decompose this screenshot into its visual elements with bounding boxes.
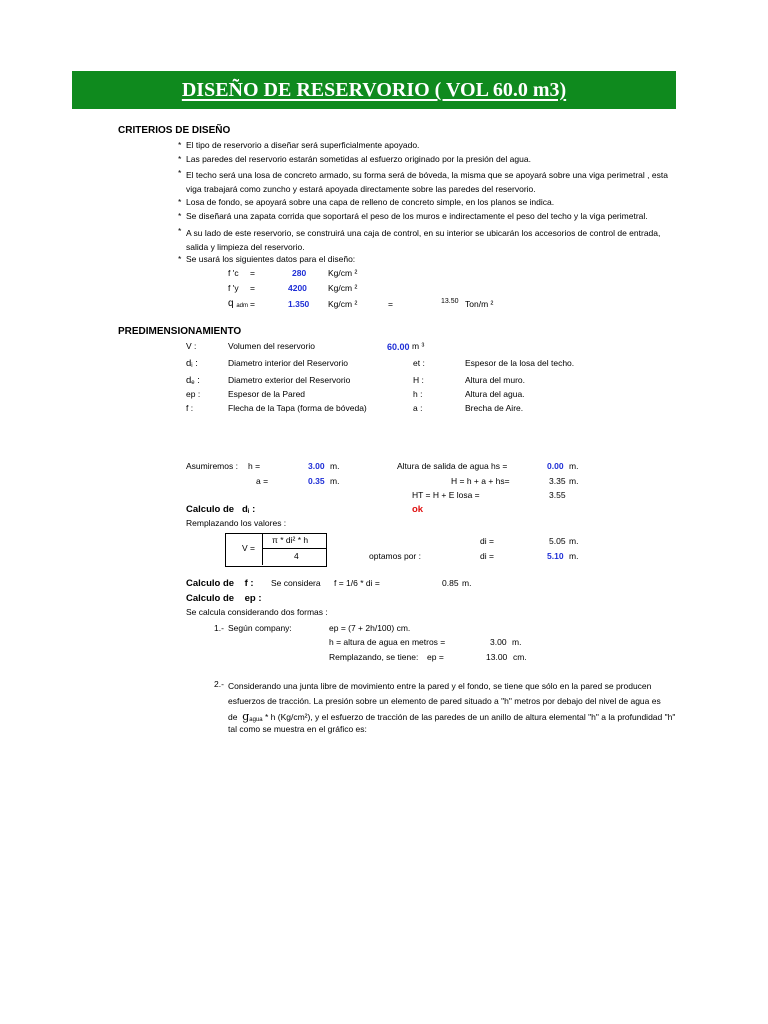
metodo1-hdef: h = altura de agua en metros = [329, 637, 446, 647]
f-desc: Flecha de la Tapa (forma de bóveda) [228, 403, 367, 413]
status-badge: ok [412, 504, 424, 515]
h-desc: Altura del agua. [465, 389, 525, 399]
H-unit: m. [569, 476, 579, 486]
di1-value: 5.05 [549, 536, 566, 546]
qadm-value2: 13.50 [441, 298, 459, 305]
metodo2-num: 2.- [214, 679, 224, 689]
a-desc: Brecha de Aire. [465, 403, 524, 413]
calc-f-text: Se considera [271, 578, 321, 588]
di2-value: 5.10 [547, 551, 564, 561]
v-value: 60.00 [387, 342, 410, 352]
bullet-mark: * [178, 211, 182, 221]
de-desc: Diametro exterior del Reservorio [228, 375, 351, 385]
calc-ep-label: Calculo de ep : [186, 593, 262, 604]
calc-f-label: Calculo de f : [186, 578, 254, 589]
calc-f-value: 0.85 [442, 578, 459, 588]
qadm-unit: Kg/cm ² [328, 299, 358, 309]
metodo1-name: Según company: [228, 623, 292, 633]
fy-unit: Kg/cm ² [328, 283, 358, 293]
calc-f-formula: f = 1/6 * di = [334, 578, 380, 588]
fraction-line [262, 548, 326, 549]
metodo2-line4: tal como se muestra en el gráfico es: [228, 724, 367, 734]
criterio-1: El tipo de reservorio a diseñar será superficialmente apoyado. [186, 140, 420, 150]
criterio-3: El techo será una losa de concreto armado, su forma será de bóveda, la misma que se apoyará sobre una viga perimetral , esta viga trabajará como zuncho y estará apoyada directamente sobre las paredes del reservorio. [186, 170, 668, 194]
et-sym: et : [413, 358, 425, 368]
metodo1-num: 1.- [214, 623, 224, 633]
v-eq: V = [242, 543, 255, 553]
v-desc: Volumen del reservorio [228, 341, 315, 351]
bullet-mark: * [178, 254, 182, 264]
asum-h-label: h = [248, 461, 261, 471]
bullet-mark: * [178, 226, 182, 236]
HT-formula: HT = H + E losa = [412, 490, 480, 500]
qadm-eq2: = [388, 299, 393, 309]
bullet-mark: * [178, 197, 182, 207]
calc-ep-text: Se calcula considerando dos formas : [186, 607, 328, 617]
formula-numerator: π * di² * h [272, 535, 309, 545]
asum-a-label: a = [256, 476, 269, 486]
criterios-heading: CRITERIOS DE DISEÑO [118, 125, 231, 136]
di-sym: di : [186, 358, 198, 369]
calc-di-label: Calculo de di : [186, 504, 256, 515]
qadm-value: 1.350 [288, 299, 310, 309]
fy-label: f 'y [228, 283, 239, 293]
criterio-6: A su lado de este reservorio, se construirá una caja de control, en su interior se ubicarán los accesorios de control de entrada, salida y limpieza del reservorio. [186, 228, 661, 252]
metodo1-ep-label: ep = [427, 652, 444, 662]
asum-h-value: 3.00 [308, 461, 325, 471]
criterio-2: Las paredes del reservorio estarán sometidas al esfuerzo originado por la presión del agua. [186, 154, 531, 164]
qadm-label: q adm [228, 298, 249, 309]
ep-sym: ep : [186, 389, 201, 399]
criterio-5: Se diseñará una zapata corrida que soportará el peso de los muros e indirectamente el peso del techo y la viga perimetral. [186, 211, 648, 221]
asum-a-value: 0.35 [308, 476, 325, 486]
calc-f-unit: m. [462, 578, 472, 588]
metodo1-ep-unit: cm. [513, 652, 527, 662]
formula-denominator: 4 [294, 551, 299, 561]
di2-sym: di = [480, 551, 494, 561]
optamos-label: optamos por : [369, 551, 421, 561]
metodo2-line3: de gagua * h (Kg/cm²), y el esfuerzo de tracción de las paredes de un anillo de altura elemental "h" a la profundidad "h" [228, 710, 676, 723]
fc-unit: Kg/cm ² [328, 268, 358, 278]
fc-eq: = [250, 268, 255, 278]
hs-label: Altura de salida de agua hs = [397, 461, 508, 471]
fc-value: 280 [292, 268, 307, 278]
hs-value: 0.00 [547, 461, 564, 471]
asum-label: Asumiremos : [186, 461, 238, 471]
bullet-mark: * [178, 140, 182, 150]
criterio-4: Losa de fondo, se apoyará sobre una capa de relleno de concreto simple, en los planos se indica. [186, 197, 555, 207]
ep-desc: Espesor de la Pared [228, 389, 306, 399]
metodo1-ep-value: 13.00 [486, 652, 508, 662]
title-bar [72, 71, 676, 109]
metodo1-formula: ep = (7 + 2h/100) cm. [329, 623, 411, 633]
fy-eq: = [250, 283, 255, 293]
reemp-label: Remplazando los valores : [186, 518, 287, 528]
fy-value: 4200 [288, 283, 307, 293]
H-desc: Altura del muro. [465, 375, 525, 385]
a-sym: a : [413, 403, 423, 413]
H-value: 3.35 [549, 476, 566, 486]
et-desc: Espesor de la losa del techo. [465, 358, 575, 368]
de-sym: de : [186, 375, 200, 386]
metodo2-line2: esfuerzos de tracción. La presión sobre un elemento de pared situado a "h" metros por debajo del nivel de agua es [228, 696, 661, 706]
page-title: DISEÑO DE RESERVORIO ( VOL 60.0 m3) [181, 79, 567, 101]
metodo1-hunit: m. [512, 637, 522, 647]
H-sym: H : [413, 375, 424, 385]
bullet-mark: * [178, 168, 182, 178]
metodo1-hval: 3.00 [490, 637, 507, 647]
criterio-7: Se usará los siguientes datos para el diseño: [186, 254, 356, 264]
di-desc: Diametro interior del Reservorio [228, 358, 348, 368]
h-sym: h : [413, 389, 423, 399]
asum-a-unit: m. [330, 476, 340, 486]
fc-label: f 'c [228, 268, 239, 278]
metodo1-reemp: Remplazando, se tiene: [329, 652, 419, 662]
HT-value: 3.55 [549, 490, 566, 500]
asum-h-unit: m. [330, 461, 340, 471]
f-sym: f : [186, 403, 194, 413]
hs-unit: m. [569, 461, 579, 471]
di1-sym: di = [480, 536, 494, 546]
di2-unit: m. [569, 551, 579, 561]
H-formula: H = h + a + hs= [451, 476, 510, 486]
v-unit: m ³ [412, 341, 425, 351]
qadm-eq: = [250, 299, 255, 309]
v-sym: V : [186, 341, 197, 351]
formula-divider [262, 533, 263, 565]
di1-unit: m. [569, 536, 579, 546]
predim-heading: PREDIMENSIONAMIENTO [118, 326, 242, 337]
metodo2-line1: Considerando una junta libre de movimiento entre la pared y el fondo, se tiene que sólo en la pared se producen [228, 681, 652, 691]
qadm-unit2: Ton/m ² [465, 299, 494, 309]
bullet-mark: * [178, 154, 182, 164]
